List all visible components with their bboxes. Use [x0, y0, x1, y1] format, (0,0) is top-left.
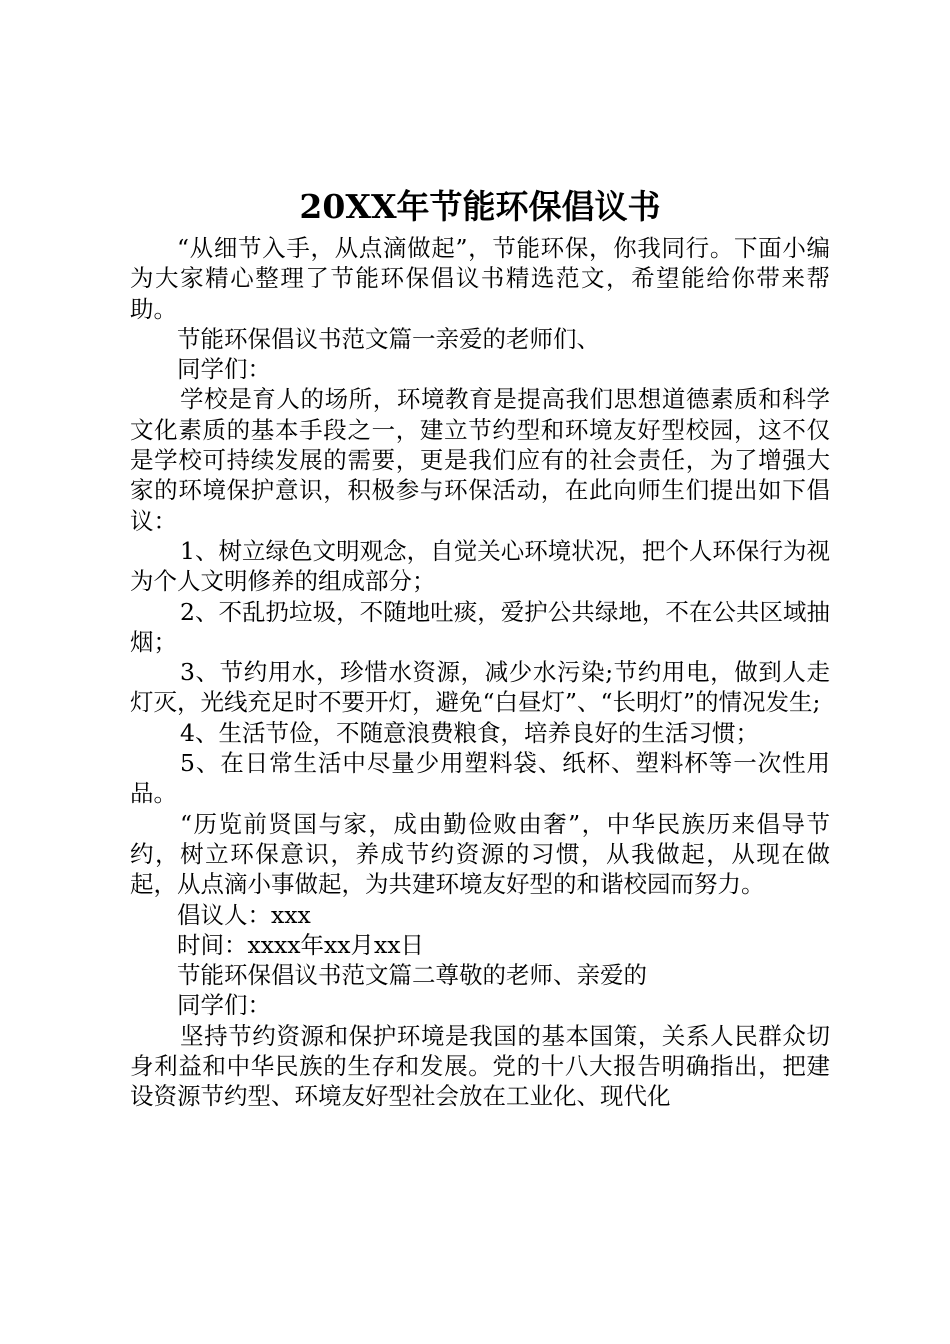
paragraph-date: 时间：xxxx年xx月xx日 — [177, 930, 425, 959]
paragraph-salutation: 同学们： — [177, 355, 271, 384]
paragraph-salutation-2: 同学们： — [177, 991, 271, 1020]
paragraph-initiator: 倡议人：xxx — [177, 900, 311, 929]
paragraph-item-2: 2、不乱扔垃圾，不随地吐痰，爱护公共绿地，不在公共区域抽烟； — [130, 597, 830, 656]
paragraph-item-4: 4、生活节俭，不随意浪费粮食，培养良好的生活习惯； — [180, 718, 759, 747]
paragraph-item-3: 3、节约用水，珍惜水资源，减少水污染;节约用电，做到人走灯灭，光线充足时不要开灯，避免“白昼灯”、“长明灯”的情况发生; — [130, 658, 830, 717]
paragraph-item-5: 5、在日常生活中尽量少用塑料袋、纸杯、塑料杯等一次性用品。 — [130, 749, 830, 808]
paragraph-body-2: 坚持节约资源和保护环境是我国的基本国策，关系人民群众切身利益和中华民族的生存和发展。党的十八大报告明确指出，把建设资源节约型、环境友好型社会放在工业化、现代化 — [130, 1021, 830, 1111]
document-title: 20XX年节能环保倡议书 — [299, 187, 661, 226]
paragraph-section-one-heading: 节能环保倡议书范文篇一亲爱的老师们、 — [177, 324, 600, 353]
paragraph-body: 学校是育人的场所，环境教育是提高我们思想道德素质和科学文化素质的基本手段之一，建立节约型和环境友好型校园，这不仅是学校可持续发展的需要，更是我们应有的社会责任，为了增强大家的环境保护意识，积极参与环保活动，在此向师生们提出如下倡议： — [130, 385, 830, 535]
paragraph-section-two-heading: 节能环保倡议书范文篇二尊敬的老师、亲爱的 — [177, 961, 647, 990]
paragraph-intro: “从细节入手，从点滴做起”，节能环保，你我同行。下面小编为大家精心整理了节能环保倡议书精选范文，希望能给你带来帮助。 — [130, 234, 830, 323]
document-page — [130, 185, 830, 1112]
paragraph-quote: “历览前贤国与家，成由勤俭败由奢”，中华民族历来倡导节约，树立环保意识，养成节约资源的习惯，从我做起，从现在做起，从点滴小事做起，为共建环境友好型的和谐校园而努力。 — [130, 809, 830, 899]
paragraph-item-1: 1、树立绿色文明观念，自觉关心环境状况，把个人环保行为视为个人文明修养的组成部分； — [130, 536, 830, 596]
